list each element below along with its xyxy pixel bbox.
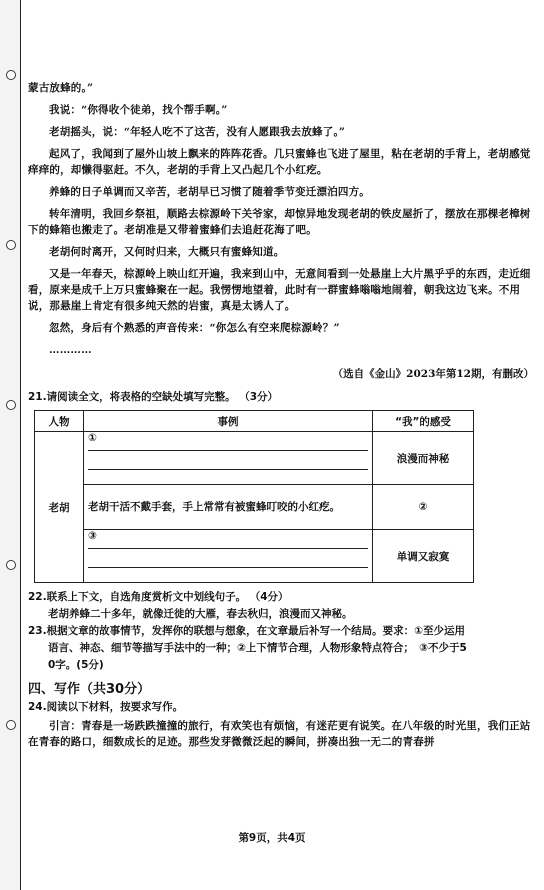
paragraph: 转年清明，我回乡祭祖，顺路去棕源岭下关爷家，却惊异地发现老胡的铁皮屋折了，摆放在那棵老樟树下的蜂箱也搬走了。老胡准是又带着蜜蜂们去追赶花海了吧。 xyxy=(28,208,531,236)
binding-hole xyxy=(6,400,16,410)
example-cell: 老胡干活不戴手套，手上常常有被蜜蜂叮咬的小红疙。 xyxy=(84,485,373,530)
feeling-cell: 浪漫而神秘 xyxy=(373,432,474,485)
feeling-cell[interactable]: ② xyxy=(373,485,474,530)
question-23: 23.根据文章的故事情节，发挥你的联想与想象，在文章最后补写一个结局。要求：①至少运用 xyxy=(28,625,465,637)
page-content xyxy=(28,80,534,756)
person-cell: 老胡 xyxy=(35,432,84,583)
page-footer: 第9页，共4页 xyxy=(238,832,306,844)
table-row xyxy=(35,432,474,485)
table-header: “我”的感受 xyxy=(373,411,474,432)
example-cell[interactable] xyxy=(84,432,373,485)
blank-line: ③ xyxy=(88,530,368,549)
answer-table xyxy=(34,410,474,583)
binding-hole xyxy=(6,70,16,80)
paragraph: 老胡摇头，说：“年轻人吃不了这苦，没有人愿跟我去放蜂了。” xyxy=(49,126,346,138)
paragraph: 我说：“你得收个徒弟，找个帮手啊。” xyxy=(49,104,228,116)
example-cell[interactable] xyxy=(84,530,373,583)
blank-line: ① xyxy=(88,432,368,451)
source-citation: （选自《金山》2023年第12期，有删改） xyxy=(332,368,534,380)
paragraph: 老胡何时离开，又何时归来，大概只有蜜蜂知道。 xyxy=(49,246,285,258)
binding-margin xyxy=(0,0,21,890)
material-intro: 引言：青春是一场跌跌撞撞的旅行，有欢笑也有烦恼，有迷茫更有说笑。在八年级的时光里，我们正站在青春的路口，细数成长的足迹。那些发芽微微泛起的瞬间，拼凑出独一无二的青春拼 xyxy=(28,720,531,748)
binding-hole xyxy=(6,720,16,730)
table-header: 人物 xyxy=(35,411,84,432)
question-21: 21.请阅读全文，将表格的空缺处填写完整。 （3分） xyxy=(28,391,279,403)
paragraph: 又是一年春天，棕源岭上映山红开遍，我来到山中，无意间看到一处悬崖上大片黑乎乎的东西，走近细看，原来是成千上万只蜜蜂聚在一起。我愣愣地望着，此时有一群蜜蜂嗡嗡地闹着，朝我这边飞来。不用说，那悬崖上肯定有很多纯天然的岩蜜，真是太诱人了。 xyxy=(28,268,531,312)
blank-line xyxy=(88,451,368,470)
section-heading: 四、写作（共30分） xyxy=(28,682,151,697)
paragraph: 蒙古放蜂的。” xyxy=(28,82,94,94)
binding-hole xyxy=(6,240,16,250)
paragraph: 养蜂的日子单调而又辛苦，老胡早已习惯了随着季节变迁漂泊四方。 xyxy=(49,186,370,198)
question-23-cont: 0字。(5分) xyxy=(48,659,104,671)
question-23-cont: 语言、神态、细节等描写手法中的一种；②上下情节合理，人物形象特点符合； ③不少于5 xyxy=(48,642,467,654)
table-row xyxy=(35,485,474,530)
paragraph: 起风了，我闻到了屋外山坡上飘来的阵阵花香。几只蜜蜂也飞进了屋里，粘在老胡的手背上，老胡感觉痒痒的，却懒得驱赶。不久，老胡的手背上又凸起几个小红疙。 xyxy=(28,148,531,176)
table-header-row xyxy=(35,411,474,432)
underlined-sentence: 老胡养蜂二十多年，就像迁徙的大雁，春去秋归，浪漫而又神秘。 xyxy=(48,608,353,620)
feeling-cell: 单调又寂寞 xyxy=(373,530,474,583)
question-22: 22.联系上下文，自选角度赏析文中划线句子。 （4分） xyxy=(28,591,289,603)
question-24: 24.阅读以下材料，按要求写作。 xyxy=(28,701,184,713)
blank-line xyxy=(88,549,368,568)
table-header: 事例 xyxy=(84,411,373,432)
binding-hole xyxy=(6,560,16,570)
paragraph: 忽然，身后有个熟悉的声音传来：“你怎么有空来爬棕源岭？” xyxy=(49,322,340,334)
table-row xyxy=(35,530,474,583)
ellipsis-line: ………… xyxy=(49,344,92,356)
